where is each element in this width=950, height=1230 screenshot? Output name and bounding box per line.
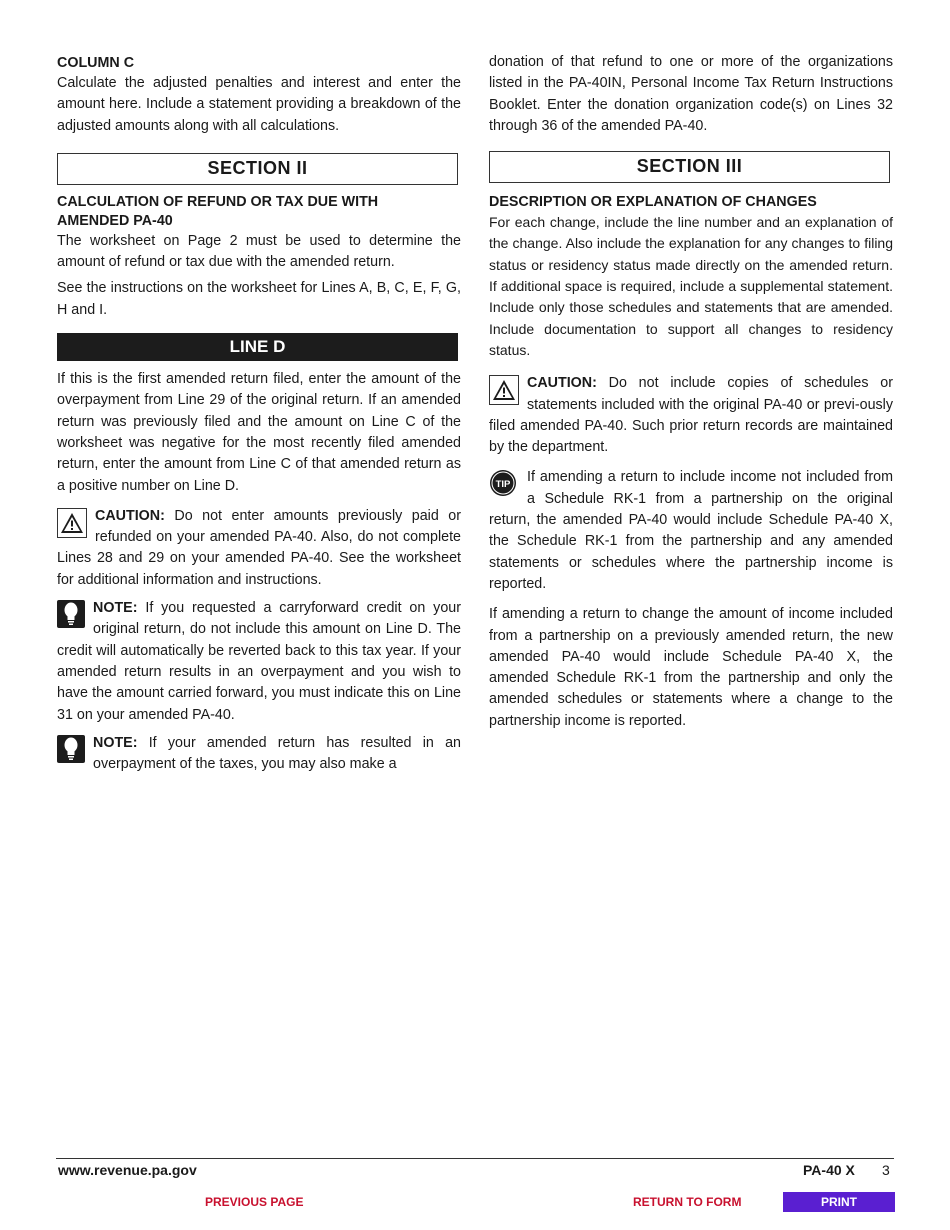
section-iii-tip <box>489 467 893 595</box>
line-d-caution <box>57 506 461 591</box>
section-ii-title: SECTION II <box>57 153 458 185</box>
note2-text: If your amended return has resulted in an overpayment of the taxes, you may also make a <box>93 734 461 773</box>
lightbulb-icon <box>57 735 85 763</box>
section-iii-heading: DESCRIPTION OR EXPLANATION OF CHANGES <box>489 194 817 211</box>
caution-text: Do not enter amounts previously paid or refunded on your amended PA-40. Also, do not complete Lines 28 and 29 on your amended PA-40. See the worksheet for additional information and instructions. <box>57 507 461 588</box>
line-d-note2 <box>57 733 461 776</box>
note2-label: NOTE: <box>93 734 138 751</box>
section-ii-heading-line2: AMENDED PA-40 <box>57 212 173 229</box>
warning-icon <box>489 375 519 405</box>
section-ii-para2: See the instructions on the worksheet for Lines A, B, C, E, F, G, H and I. <box>57 280 461 318</box>
line-d-para: If this is the first amended return filed, enter the amount of the overpayment from Line 29 of the original return. If an amended return was previously filed and the amount on Line C of the worksheet was negative for the most recently filed amended return, enter the amount from Line C of that amended return as a positive number on Line D. <box>57 371 461 494</box>
tip-icon <box>489 469 517 497</box>
section-ii-heading-line1: CALCULATION OF REFUND OR TAX DUE WITH <box>57 193 379 210</box>
note1-text: If you requested a carryforward credit on your original return, do not include this amount on Line D. The credit will automatically be reverted back to this tax year. If your amended return results in an overpayment and you wish to have the amount carried forward, you must indicate this on Line 31 on your amended PA-40. <box>57 600 461 723</box>
section-iii-title: SECTION III <box>489 151 890 183</box>
caution-label: CAUTION: <box>95 507 165 524</box>
section-ii-para1: The worksheet on Page 2 must be used to determine the amount of refund or tax due with the amended return. <box>57 232 461 271</box>
right-column <box>489 52 893 732</box>
tip-text: If amending a return to include income not included from a Schedule RK-1 from a partnership on the original return, the amended PA-40 would include Schedule PA-40 X, the Schedule RK-1 from the partnership and any amended statements or schedules where the partnership income is reported. <box>489 469 893 592</box>
page-number: 3 <box>882 1162 890 1178</box>
line-d-note1 <box>57 598 461 726</box>
donation-continued-text: donation of that refund to one or more of the organizations listed in the PA-40IN, Personal Income Tax Return Instructions Booklet. Enter the donation organization code(s) on Lines 32 through 36 of the amended PA-40. <box>489 54 893 134</box>
column-c-heading: COLUMN C <box>57 55 135 71</box>
section-iii-para: For each change, include the line number and an explanation of the change. Also include the explanation for any changes to filing status or residency status made directly on the amended return. If additional space is required, include a supplemental statement. Include only those schedules and statements that are amended. Include documentation to support all changes to residency status. <box>489 214 893 358</box>
return-to-form-link[interactable]: RETURN TO FORM <box>633 1195 742 1209</box>
caution-text: Do not include copies of schedules or statements included with the original PA-40 or previ-ously filed amended PA-40. Such prior return records are maintained by the department. <box>489 375 893 456</box>
section-iii-caution <box>489 373 893 458</box>
footer-rule <box>56 1158 894 1159</box>
line-d-title: LINE D <box>57 333 458 361</box>
column-c-text: Calculate the adjusted penalties and interest and enter the amount here. Include a statement providing a breakdown of the adjusted amounts along with all calculations. <box>57 75 461 134</box>
note1-label: NOTE: <box>93 600 138 617</box>
tip-icon-label: TIP <box>495 479 511 491</box>
section-iii-last-para: If amending a return to change the amount of income included from a partnership on a previously amended return, the new amended PA-40 would include Schedule PA-40 X, the amended Schedule RK-1 from the partnership and only the amended schedules or statements where a change to the partnership income is reported. <box>489 606 893 729</box>
warning-icon <box>57 508 87 538</box>
footer-form-id: PA-40 X <box>803 1162 855 1178</box>
previous-page-link[interactable]: PREVIOUS PAGE <box>205 1195 304 1209</box>
left-column <box>57 52 461 775</box>
lightbulb-icon <box>57 600 85 628</box>
caution-label: CAUTION: <box>527 375 597 392</box>
print-button[interactable]: PRINT <box>783 1192 895 1212</box>
footer-url: www.revenue.pa.gov <box>58 1162 197 1178</box>
section-ii-heading <box>57 193 461 231</box>
